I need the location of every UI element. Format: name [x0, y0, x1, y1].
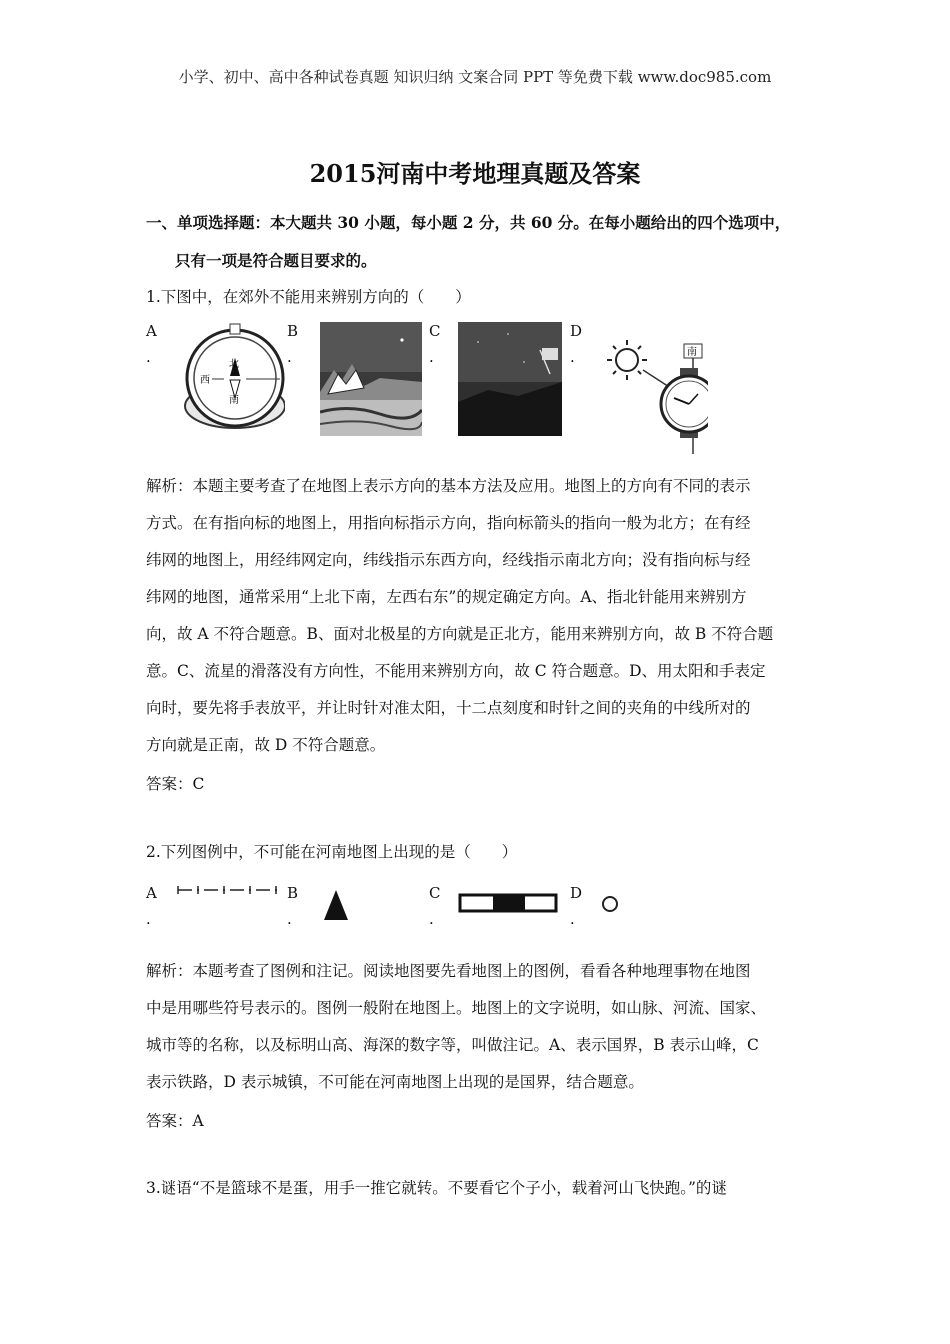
analysis-line: 方式。在有指向标的地图上，用指向标指示方向，指向标箭头的指向一般为北方；在有经: [146, 514, 751, 532]
clock-south-label: 南: [687, 347, 697, 358]
analysis-line: 方向就是正南，故 D 不符合题意。: [146, 736, 386, 754]
q2-option-d-label: D .: [570, 884, 583, 928]
question-2-answer: 答案：A: [146, 1112, 204, 1130]
compass-west-text: 西: [200, 375, 210, 386]
railway-symbol: [458, 892, 558, 914]
border-line-symbol: [176, 880, 280, 900]
q1-option-d-label: D .: [570, 322, 583, 366]
compass-south-text: 南: [229, 395, 239, 406]
analysis-line: 纬网的地图上，用经纬网定向，纬线指示东西方向，经线指示南北方向；没有指向标与经: [146, 551, 751, 569]
analysis-line: 表示铁路，D 表示城镇，不可能在河南地图上出现的是国界，结合题意。: [146, 1073, 644, 1091]
analysis-line: 意。C、流星的滑落没有方向性，不能用来辨别方向，故 C 符合题意。D、用太阳和手表定: [146, 662, 766, 680]
q2-option-b-label: B .: [287, 884, 299, 928]
question-2-analysis: [146, 953, 814, 1101]
compass-illustration: [180, 316, 285, 436]
section-heading-line2: 只有一项是符合题目要求的。: [175, 251, 377, 270]
compass-north-text: 北: [229, 359, 239, 370]
q1-option-b-label: B .: [287, 322, 299, 366]
analysis-line: 城市等的名称，以及标明山高、海深的数字等，叫做注记。A、表示国界，B 表示山峰，C: [146, 1036, 759, 1054]
q2-option-c-label: C .: [429, 884, 441, 928]
page-title: 2015河南中考地理真题及答案: [309, 159, 641, 188]
question-3-stem: 3.谜语“不是篮球不是蛋，用手一推它就转。不要看它个子小，载着河山飞快跑。”的谜: [146, 1179, 727, 1197]
meteor-night-sky-picture: [458, 322, 562, 436]
mountain-peak-symbol: [322, 888, 350, 922]
sun-watch-illustration: [600, 336, 708, 456]
analysis-line: 解析：本题主要考查了在地图上表示方向的基本方法及应用。地图上的方向有不同的表示: [146, 477, 751, 495]
q1-option-c-label: C .: [429, 322, 441, 366]
question-1-answer: 答案：C: [146, 775, 205, 793]
analysis-line: 向，故 A 不符合题意。B、面对北极星的方向就是正北方，能用来辨别方向，故 B 不符合题: [146, 625, 774, 643]
north-star-landscape-picture: [320, 322, 422, 436]
analysis-line: 向时，要先将手表放平，并让时针对准太阳，十二点刻度和时针之间的夹角的中线所对的: [146, 699, 751, 717]
section-heading-line1: 一、单项选择题：本大题共 30 小题，每小题 2 分，共 60 分。在每小题给出的四个选项中，: [146, 213, 791, 232]
analysis-line: 纬网的地图，通常采用“上北下南，左西右东”的规定确定方向。A、指北针能用来辨别方: [146, 588, 747, 606]
question-1-analysis: [146, 468, 814, 764]
question-1-stem: 1.下图中，在郊外不能用来辨别方向的（ ）: [146, 288, 471, 306]
question-2-stem: 2.下列图例中，不可能在河南地图上出现的是（ ）: [146, 843, 518, 861]
town-symbol: [600, 894, 620, 914]
page-header: 小学、初中、高中各种试卷真题 知识归纳 文案合同 PPT 等免费下载 www.doc985.com: [178, 68, 772, 86]
q1-option-a-label: A .: [146, 322, 157, 366]
analysis-line: 解析：本题考查了图例和注记。阅读地图要先看地图上的图例，看看各种地理事物在地图: [146, 962, 751, 980]
analysis-line: 中是用哪些符号表示的。图例一般附在地图上。地图上的文字说明，如山脉、河流、国家、: [146, 999, 767, 1017]
q2-option-a-label: A .: [146, 884, 157, 928]
